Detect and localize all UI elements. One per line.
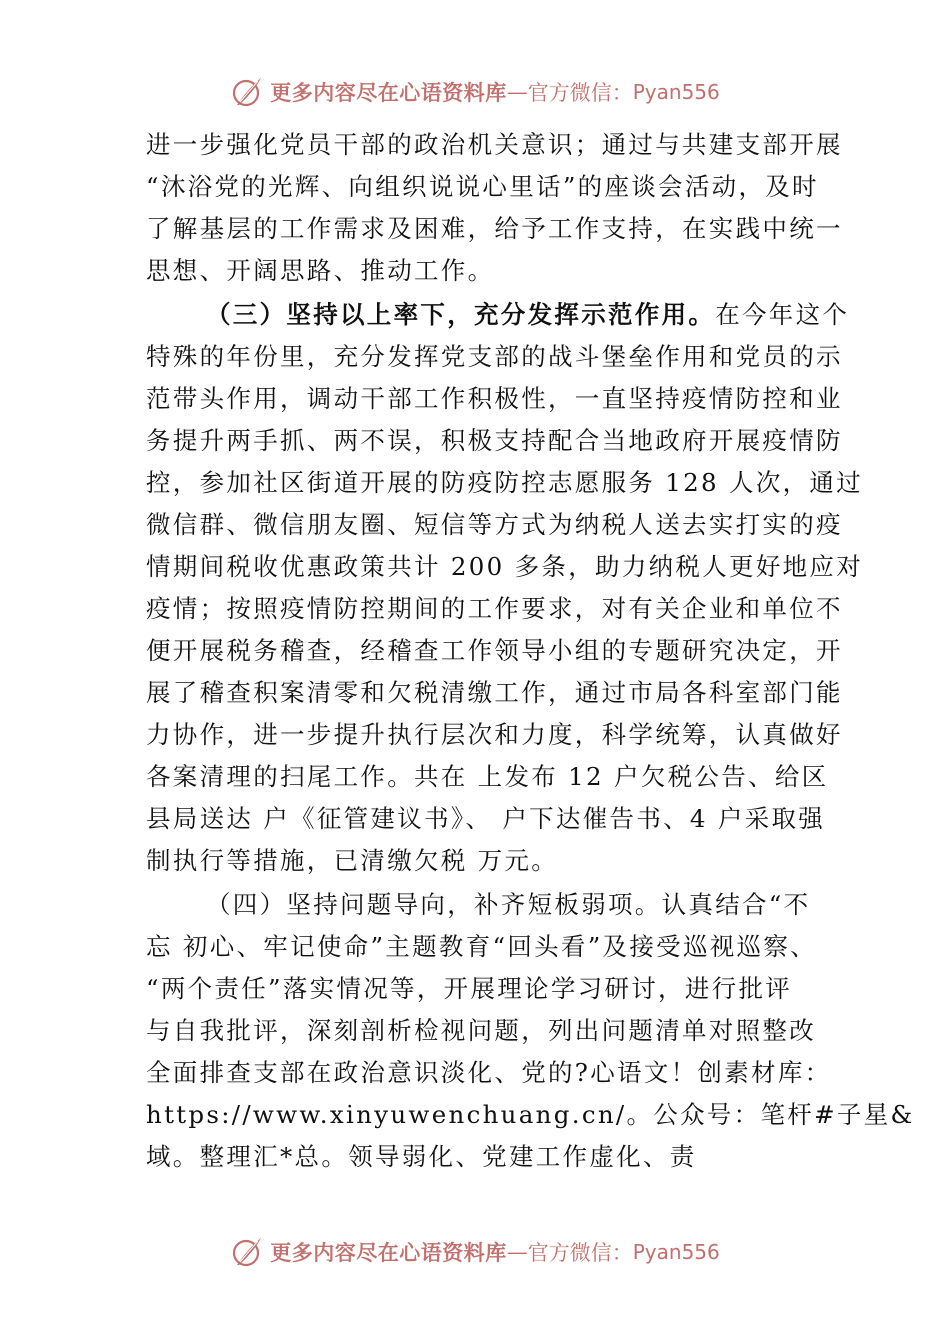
text-line: 忘 初心、牢记使命”主题教育“回头看”及接受巡视巡察、	[146, 932, 817, 961]
text-line: “两个责任”落实情况等，开展理论学习研讨，进行批评	[146, 974, 793, 1003]
text-line: 进一步强化党员干部的政治机关意识；通过与共建支部开展	[146, 130, 843, 159]
paragraph-3	[146, 884, 915, 1178]
watermark-banner-top	[0, 72, 950, 112]
text-line: 特殊的年份里，充分发挥党支部的战斗堡垒作用和党员的示	[146, 342, 843, 371]
feather-pen-logo-icon	[230, 1235, 264, 1269]
paragraph-1	[146, 124, 843, 292]
text-line: 域。整理汇*总。领导弱化、党建工作虚化、责	[146, 1142, 697, 1171]
watermark-banner-bottom	[0, 1232, 950, 1272]
watermark-wechat-id: Pyan556	[632, 80, 720, 104]
text-line: https://www.xinyuwenchuang.cn/。公众号：笔杆#子星&	[146, 1100, 915, 1129]
text-line: 制执行等措施，已清缴欠税 万元。	[146, 846, 559, 875]
text-line: 展了稽查积案清零和欠税清缴工作，通过市局各科室部门能	[146, 678, 843, 707]
text-line: 全面排查支部在政治意识淡化、党的?心语文！创素材库：	[146, 1058, 832, 1087]
text-line: 与自我批评，深刻剖析检视问题，列出问题清单对照整改	[146, 1016, 816, 1045]
text-line: 各案清理的扫尾工作。共在 上发布 12 户欠税公告、给区	[146, 762, 829, 791]
text-line: 务提升两手抓、两不误，积极支持配合当地政府开展疫情防	[146, 426, 843, 455]
text-line: 力协作，进一步提升执行层次和力度，科学统筹，认真做好	[146, 720, 843, 749]
text-line: 便开展税务稽查，经稽查工作领导小组的专题研究决定，开	[146, 636, 843, 665]
text-line: 疫情；按照疫情防控期间的工作要求，对有关企业和单位不	[146, 594, 843, 623]
text-line: 县局送达 户《征管建议书》、 户下达催告书、4 户采取强	[146, 804, 826, 833]
text-line	[146, 294, 850, 336]
watermark-wechat-id: Pyan556	[632, 1240, 720, 1264]
watermark-wechat-label: 官方微信：	[527, 1241, 633, 1265]
section-heading: （三）坚持以上率下，充分发挥示范作用。	[206, 300, 716, 329]
text-line: 控，参加社区街道开展的防疫防控志愿服务 128 人次，通过	[146, 468, 864, 497]
watermark-wechat-label: 官方微信：	[527, 81, 633, 105]
text-line: 微信群、微信朋友圈、短信等方式为纳税人送去实打实的疫	[146, 510, 843, 539]
watermark-brand: 更多内容尽在心语资料库	[270, 1240, 507, 1265]
text-line: 思想、开阔思路、推动工作。	[146, 256, 495, 285]
text-line: 情期间税收优惠政策共计 200 多条，助力纳税人更好地应对	[146, 552, 864, 581]
text-line: 范带头作用，调动干部工作积极性，一直坚持疫情防控和业	[146, 384, 843, 413]
watermark-brand: 更多内容尽在心语资料库	[270, 80, 507, 105]
text-run: 在今年这个	[715, 300, 850, 329]
text-line: 了解基层的工作需求及困难，给予工作支持，在实践中统一	[146, 214, 843, 243]
document-body	[146, 124, 915, 1178]
text-line: “沐浴党的光辉、向组织说说心里话”的座谈会活动，及时	[146, 172, 819, 201]
watermark-dash: —	[506, 80, 528, 104]
watermark-dash: —	[506, 1240, 528, 1264]
feather-pen-logo-icon	[230, 75, 264, 109]
text-line: （四）坚持问题导向，补齐短板弱项。认真结合“不	[206, 890, 811, 919]
paragraph-2	[146, 294, 864, 882]
